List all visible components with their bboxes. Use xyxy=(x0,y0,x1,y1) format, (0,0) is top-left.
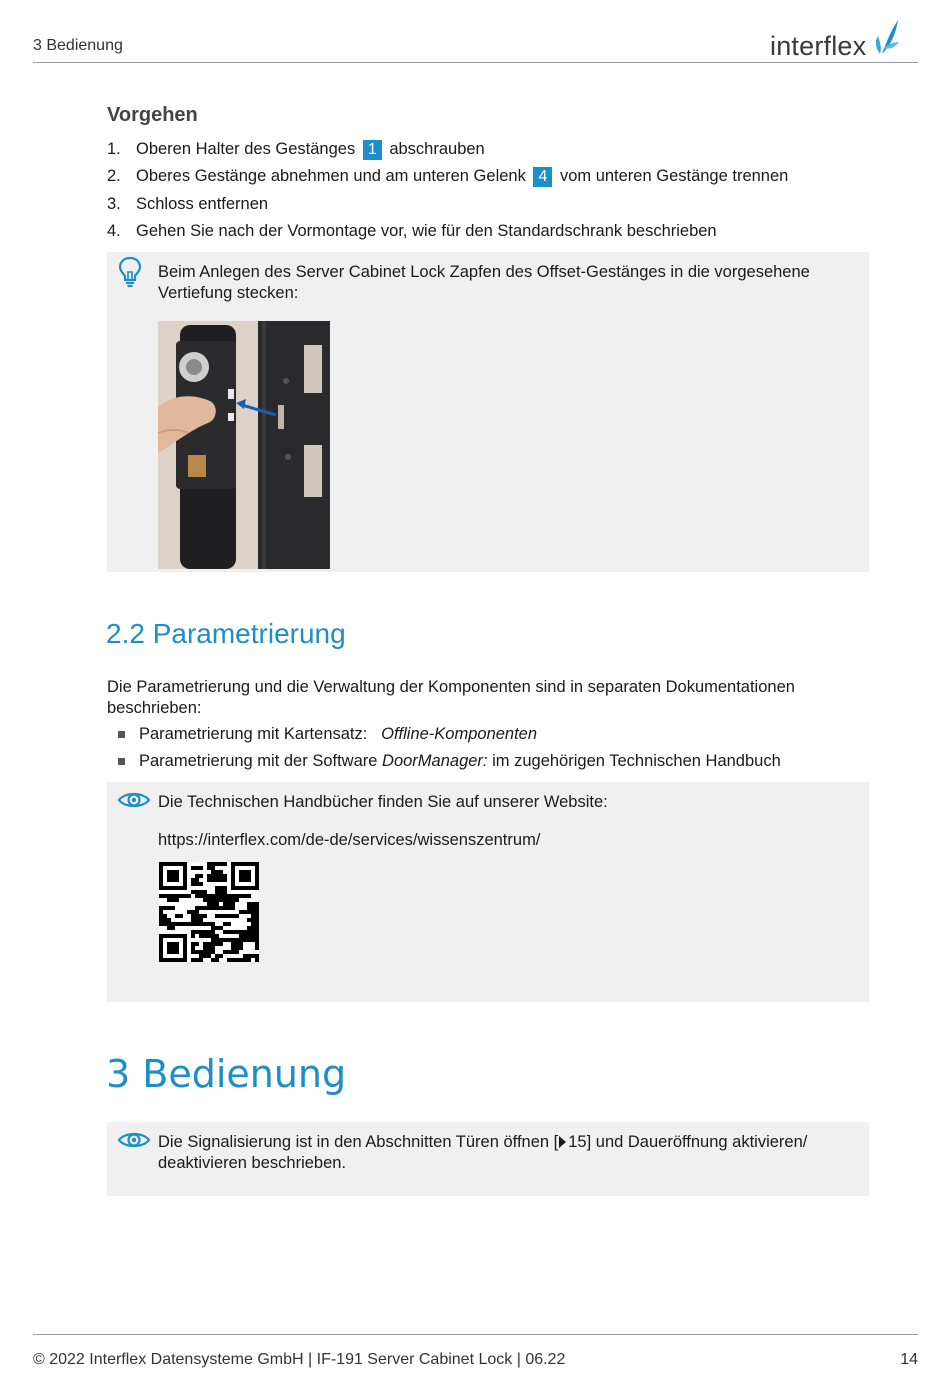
lightbulb-icon xyxy=(117,256,143,288)
step-text: Oberes Gestänge abnehmen und am unteren Gelenk xyxy=(136,167,526,186)
step-number: 3. xyxy=(107,194,121,213)
butterfly-logo-icon xyxy=(868,18,900,56)
eye-icon xyxy=(117,1130,151,1150)
bullet-emphasis: DoorManager: xyxy=(382,752,488,771)
tip-note-text: Beim Anlegen des Server Cabinet Lock Zapfen des Offset-Gestänges in die vorgesehene Vertiefung stecken: xyxy=(158,263,810,302)
header-rule xyxy=(33,62,918,63)
procedure-steps xyxy=(107,138,887,247)
page-number: 14 xyxy=(900,1351,918,1368)
note-text-part: Die Signalisierung ist in den Abschnitten Türen öffnen [ xyxy=(158,1133,559,1151)
step-number: 1. xyxy=(107,140,121,158)
part-number-badge: 4 xyxy=(533,167,552,187)
info-note-handbooks xyxy=(107,782,869,1002)
running-header-chapter: 3 Bedienung xyxy=(33,37,123,54)
wissenszentrum-link[interactable]: https://interflex.com/de-de/services/wissenszentrum/ xyxy=(158,831,541,849)
step-text: vom unteren Gestänge trennen xyxy=(559,167,789,186)
bullet-label: Parametrierung mit der Software xyxy=(139,752,378,771)
bullet-rest: im zugehörigen Technischen Handbuch xyxy=(492,752,781,771)
list-item xyxy=(107,751,781,778)
bullet-emphasis: Offline-Komponenten xyxy=(381,725,538,743)
step-text: abschrauben xyxy=(389,140,485,158)
page-ref-arrow-icon xyxy=(559,1136,566,1148)
list-item xyxy=(107,193,887,220)
list-item xyxy=(107,138,887,165)
eye-icon xyxy=(117,790,151,810)
footer-copyright: © 2022 Interflex Datensysteme GmbH | IF-191 Server Cabinet Lock | 06.22 xyxy=(33,1351,566,1368)
tip-note xyxy=(107,252,869,572)
footer-rule xyxy=(33,1334,918,1335)
bullet-square-icon xyxy=(118,731,125,738)
bullet-label: Parametrierung mit Kartensatz: xyxy=(139,725,368,743)
list-item xyxy=(107,724,781,751)
list-item xyxy=(107,165,887,192)
bullet-square-icon xyxy=(118,758,125,765)
chapter-title-3: 3 Bedienung xyxy=(106,1052,347,1096)
list-item xyxy=(107,220,887,247)
info-note-signalisierung xyxy=(107,1122,869,1196)
part-number-badge: 1 xyxy=(363,140,382,160)
logo-text: interflex xyxy=(770,31,867,61)
step-number: 4. xyxy=(107,221,121,240)
step-text: Oberen Halter des Gestänges xyxy=(136,140,356,158)
lock-mounting-photo xyxy=(158,321,330,569)
page-ref-link[interactable]: 15 xyxy=(568,1133,587,1151)
section-title-2-2: 2.2 Parametrierung xyxy=(106,618,346,649)
note-text-part: ] und Daueröffnung aktivieren/ deaktivieren beschrieben. xyxy=(158,1133,808,1172)
parametrierung-bullets xyxy=(107,724,781,779)
info-note-text: Die Technischen Handbücher finden Sie auf unserer Website: xyxy=(158,793,608,811)
section-intro-paragraph: Die Parametrierung und die Verwaltung der Komponenten sind in separaten Dokumentationen beschrieben: xyxy=(107,678,795,717)
qr-code-image xyxy=(159,862,259,962)
info-note-text xyxy=(158,1132,858,1173)
step-number: 2. xyxy=(107,167,121,186)
interflex-logo xyxy=(770,14,900,60)
step-text: Gehen Sie nach der Vormontage vor, wie für den Standardschrank beschrieben xyxy=(136,221,717,240)
procedure-heading: Vorgehen xyxy=(107,104,198,126)
step-text: Schloss entfernen xyxy=(136,194,269,213)
